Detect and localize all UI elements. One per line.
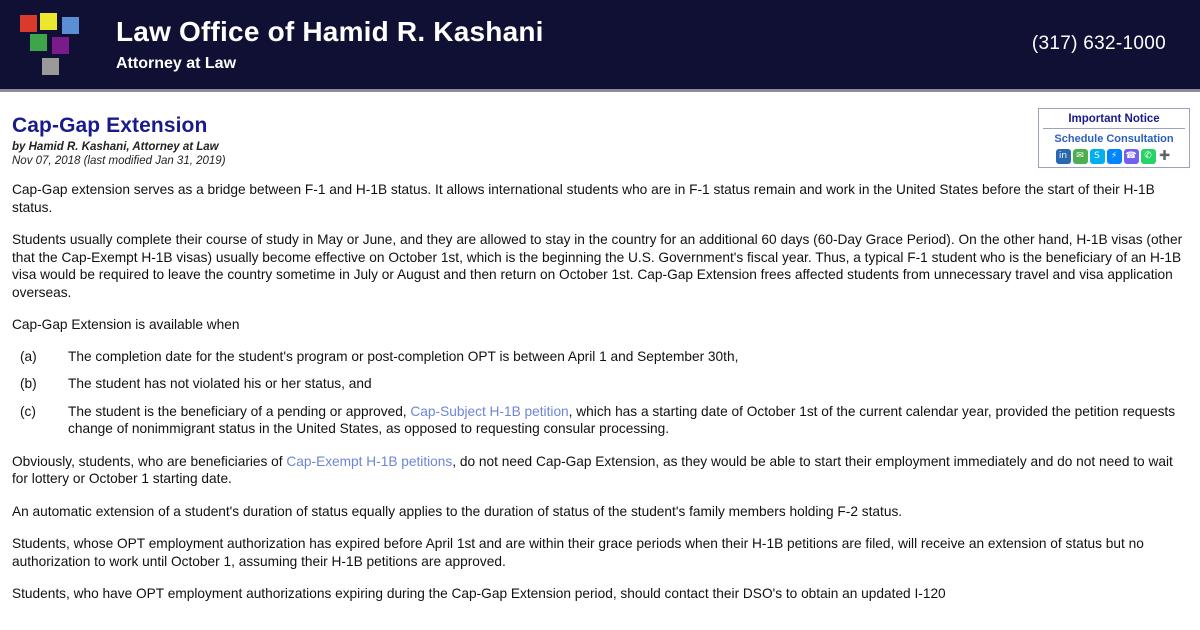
viber-share-icon[interactable]: ☎ [1124,149,1139,164]
paragraph-availability-lead: Cap-Gap Extension is available when [12,317,240,332]
cap-exempt-h1b-petitions-link[interactable]: Cap-Exempt H-1B petitions [286,453,453,469]
skype-share-icon[interactable]: S [1090,149,1105,164]
page-title: Cap-Gap Extension [12,114,208,137]
paragraph-timeline: Students usually complete their course of study in May or June, and they are allowed to stay in the country for an additional 60 days (60-Day Grace Period). On the other hand, H-1B visas (other that the Cap-Exempt H-1B visas) usually become effective on October 1st, which is the beginning the U.S. Government's fiscal year. Thus, a typical F-1 student who is the beneficiary of an H-1B visa would be required to leave the country sometime in July or August and then return on October 1st. Cap-Gap Extension frees affected students from unnecessary travel and visa application overseas. [12,232,1183,300]
article-dateline: Nov 07, 2018 (last modified Jan 31, 2019) [12,155,226,167]
paragraph-intro: Cap-Gap extension serves as a bridge between F-1 and H-1B status. It allows international students who are in F-1 status remain and work in the United States before the start of their H-1B status. [12,182,1155,215]
list-item [12,375,1190,393]
article-byline: by Hamid R. Kashani, Attorney at Law [12,141,219,153]
paragraph-cap-exempt-after: , do not need Cap-Gap Extension, as they would be able to start their employment immediately and do not need to wait for lottery or October 1 starting date. [12,453,1173,486]
logo-square-green [30,34,47,51]
logo-square-blue [62,17,79,34]
list-marker-b: (b) [20,376,37,391]
important-notice-box [1038,108,1190,168]
more-share-icon[interactable]: ➕ [1158,149,1173,164]
paragraph-cap-exempt-before: Obviously, students, who are beneficiaries of [12,453,287,469]
list-item-text-c-after: , which has a starting date of October 1st of the current calendar year, provided the petition requests change of nonimmigrant status in the United States, as opposed to requesting consular processing. [68,403,1176,436]
notice-title: Important Notice [1043,113,1185,129]
paragraph-dso-contact: Students, who have OPT employment authorizations expiring during the Cap-Gap Extension period, should contact their DSO's to obtain an updated I-120 [12,586,946,601]
share-icon-row [1043,149,1185,164]
site-header [0,0,1200,92]
messenger-share-icon[interactable]: ✉ [1073,149,1088,164]
facebook-messenger-share-icon[interactable]: ⚡ [1107,149,1122,164]
list-item-text-b: The student has not violated his or her status, and [68,376,372,391]
firm-title-block [116,16,544,73]
firm-logo [18,9,90,81]
eligibility-conditions-list [12,348,1190,438]
list-marker-a: (a) [20,348,37,364]
paragraph-cap-exempt [12,453,1190,488]
paragraph-expired-opt: Students, whose OPT employment authorization has expired before April 1st and are within their grace periods when their H-1B petitions are filed, will receive an extension of status but no authorization to work until October 1, assuming their H-1B petitions are approved. [12,536,1144,569]
schedule-consultation-link[interactable]: Schedule Consultation [1054,133,1174,145]
phone-number[interactable]: (317) 632-1000 [1031,33,1166,54]
paragraph-family-members: An automatic extension of a student's duration of status equally applies to the duration of status of the student's family members holding F-2 status. [12,503,903,519]
linkedin-share-icon[interactable]: in [1056,149,1071,164]
firm-name: Law Office of Hamid R. Kashani [116,16,544,47]
whatsapp-share-icon[interactable]: ✆ [1141,149,1156,164]
logo-square-red [20,15,37,32]
list-item [12,403,1190,438]
logo-square-gray [42,58,59,75]
list-item-text-a: The completion date for the student's program or post-completion OPT is between April 1 and September 30th, [68,348,739,364]
list-item [12,348,1190,366]
cap-subject-h1b-petition-link[interactable]: Cap-Subject H-1B petition [410,403,569,419]
list-marker-c: (c) [20,403,36,419]
list-item-text-c-before: The student is the beneficiary of a pending or approved, [68,403,411,419]
article-content [0,92,1200,603]
logo-square-yellow [40,13,57,30]
logo-square-purple [52,37,69,54]
firm-tagline: Attorney at Law [116,55,237,72]
